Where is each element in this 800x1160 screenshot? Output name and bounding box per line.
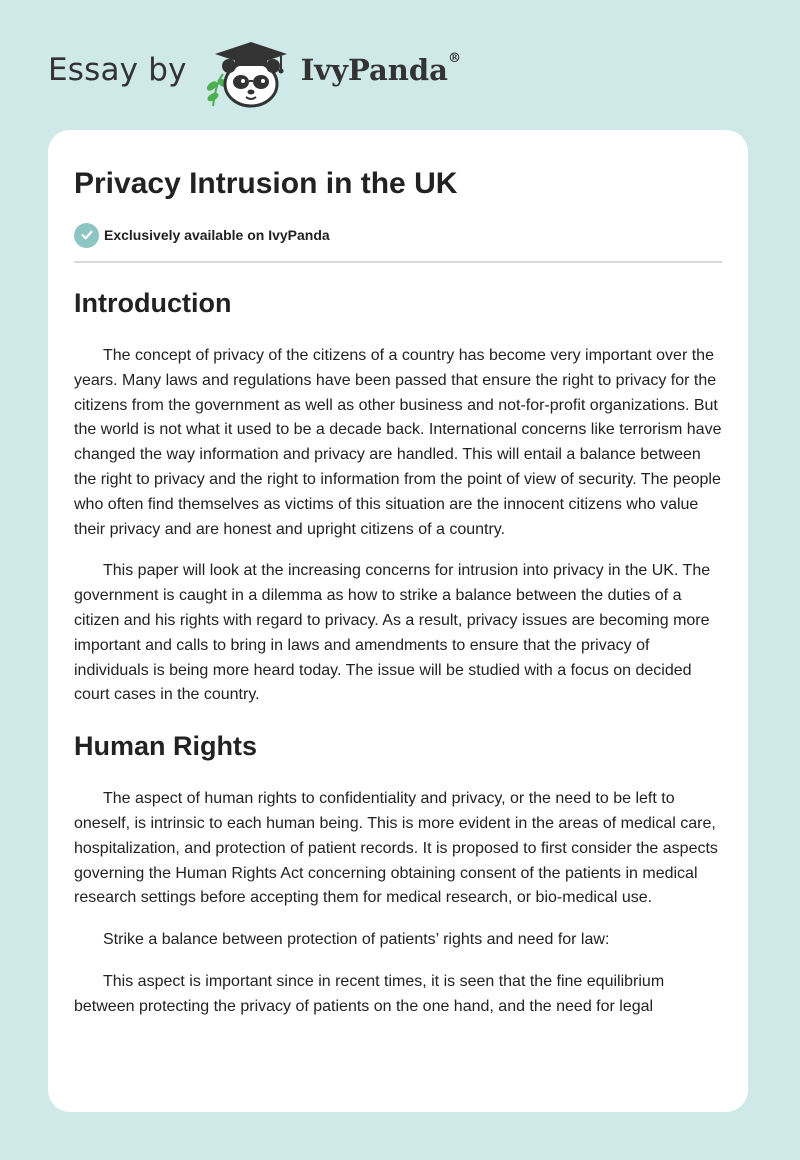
panda-graduate-icon <box>201 36 293 108</box>
paragraph: This aspect is important since in recent times, it is seen that the fine equilibrium between protecting the privacy of patients on the one hand, and the need for legal <box>74 972 665 1015</box>
title-divider <box>74 261 722 263</box>
brand-prefix: Essay by <box>48 52 187 88</box>
section-heading-introduction: Introduction <box>74 288 232 318</box>
brand-name: IvyPanda® <box>300 51 461 87</box>
check-circle-icon <box>74 223 99 248</box>
page-title: Privacy Intrusion in the UK <box>74 167 458 200</box>
paragraph: The aspect of human rights to confidentiality and privacy, or the need to be left to oneself, is intrinsic to each human being. This is more evident in the areas of medical care, hospitalization, and protection of patient records. It is proposed to first consider the aspects governing the Human Rights Act concerning obtaining consent of the patients in medical research settings before accepting them for medical research, or bio-medical use. <box>74 790 718 907</box>
paragraph: The concept of privacy of the citizens of a country has become very important over the years. Many laws and regulations have been passed that ensure the right to privacy for the citizens from the government as well as other business and not-for-profit organizations. But the world is not what it used to be a decade back. International concerns like terrorism have changed the way information and privacy are handled. This will entail a balance between the right to privacy and the right to information from the point of view of security. The people who often find themselves as victims of this situation are the innocent citizens who value their privacy and are honest and upright citizens of a country. <box>74 347 722 538</box>
exclusive-badge <box>74 222 722 248</box>
section-heading-human-rights: Human Rights <box>74 731 258 762</box>
paragraph: Strike a balance between protection of patients’ rights and need for law: <box>103 931 610 949</box>
exclusive-badge-text: Exclusively available on IvyPanda <box>104 227 330 243</box>
essay-card <box>48 130 748 1112</box>
paragraph: This paper will look at the increasing concerns for intrusion into privacy in the UK. The government is caught in a dilemma as how to strike a balance between the duties of a citizen and his rights with regard to privacy. As a result, privacy issues are becoming more important and calls to bring in laws and amendments to ensure that the privacy of individuals is being more heard today. The issue will be studied with a focus on decided court cases in the country. <box>74 562 711 704</box>
brand-header[interactable] <box>48 36 461 108</box>
